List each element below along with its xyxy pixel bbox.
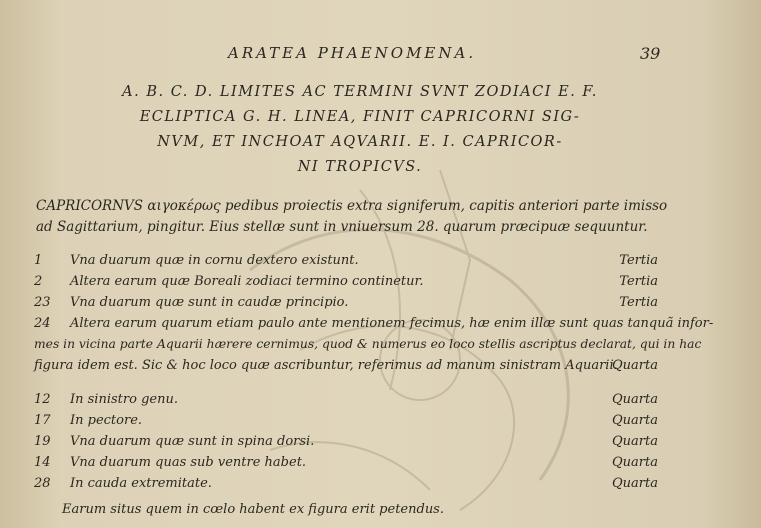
- star-description: In cauda extremitate.: [70, 476, 212, 491]
- star-number: 24: [34, 316, 51, 331]
- star-row: [34, 271, 662, 292]
- star-description: [34, 313, 714, 376]
- star-row: [34, 452, 662, 473]
- star-description: Vna duarum quæ sunt in spina dorsi.: [70, 434, 315, 449]
- star-row: [34, 431, 662, 452]
- section-heading: [80, 80, 640, 180]
- star-list-tertia: [34, 250, 714, 376]
- star-description: Altera earum quæ Boreali zodiaci termino continetur.: [70, 274, 424, 289]
- heading-line: A. B. C. D. LIMITES AC TERMINI SVNT ZODIACI E. F.: [122, 84, 598, 100]
- star-number: 17: [34, 413, 51, 428]
- star-magnitude: Tertia: [619, 274, 658, 289]
- star-row-long: [34, 313, 714, 376]
- star-number: 12: [34, 392, 51, 407]
- intro-line: ad Sagittarium, pingitur. Eius stellæ sunt in vniuersum 28. quarum præcipuæ sequuntur.: [36, 219, 648, 235]
- star-number: 1: [34, 253, 43, 268]
- star-number: 19: [34, 434, 51, 449]
- star-description: In sinistro genu.: [70, 392, 178, 407]
- star-number: 28: [34, 476, 51, 491]
- star-row: [34, 473, 662, 494]
- star-row: [34, 410, 662, 431]
- star-description: Vna duarum quæ in cornu dextero existunt.: [70, 253, 359, 268]
- star-description: Vna duarum quæ sunt in caudæ principio.: [70, 295, 349, 310]
- star-magnitude: Tertia: [619, 253, 658, 268]
- star-description: In pectore.: [70, 413, 143, 428]
- star-number: 23: [34, 295, 51, 310]
- star-magnitude: Quarta: [612, 358, 658, 373]
- star-description: Vna duarum quas sub ventre habet.: [70, 455, 307, 470]
- star-magnitude: Quarta: [612, 434, 658, 449]
- heading-line: NI TROPICVS.: [297, 159, 423, 175]
- page-number: 39: [640, 44, 661, 63]
- star-row: [34, 389, 662, 410]
- heading-line: NVM, ET INCHOAT AQVARII. E. I. CAPRICOR-: [157, 134, 563, 150]
- star-row: [34, 292, 662, 313]
- star-magnitude: Quarta: [612, 455, 658, 470]
- star-list-quarta: [34, 389, 662, 494]
- intro-line: CAPRICORNVS αιγοκέρως pedibus proiectis extra signiferum, capitis anteriori parte imisso: [36, 198, 668, 214]
- star-description-line: figura idem est. Sic & hoc loco quæ ascribuntur, referimus ad manum sinistram Aquarii.: [34, 358, 618, 373]
- heading-line: ECLIPTICA G. H. LINEA, FINIT CAPRICORNI SIG-: [139, 109, 581, 125]
- star-magnitude: Tertia: [619, 295, 658, 310]
- star-magnitude: Quarta: [612, 392, 658, 407]
- closing-line: Earum situs quem in cœlo habent ex figura erit petendus.: [62, 502, 444, 517]
- intro-paragraph: [36, 196, 668, 238]
- star-description-line: mes in vicina parte Aquarii hærere cernimus, quod & numerus eo loco stellis ascriptus declarat, qui in hac: [34, 337, 702, 351]
- star-magnitude: Quarta: [612, 413, 658, 428]
- star-number: 2: [34, 274, 43, 289]
- star-magnitude: Quarta: [612, 476, 658, 491]
- star-description-lastline: [34, 355, 662, 376]
- running-head: ARATEA PHAENOMENA.: [228, 44, 477, 62]
- star-number: 14: [34, 455, 51, 470]
- star-description-line: Altera earum quarum etiam paulo ante mentionem fecimus, hæ enim illæ sunt quas tanquã infor-: [70, 316, 714, 331]
- star-row: [34, 250, 662, 271]
